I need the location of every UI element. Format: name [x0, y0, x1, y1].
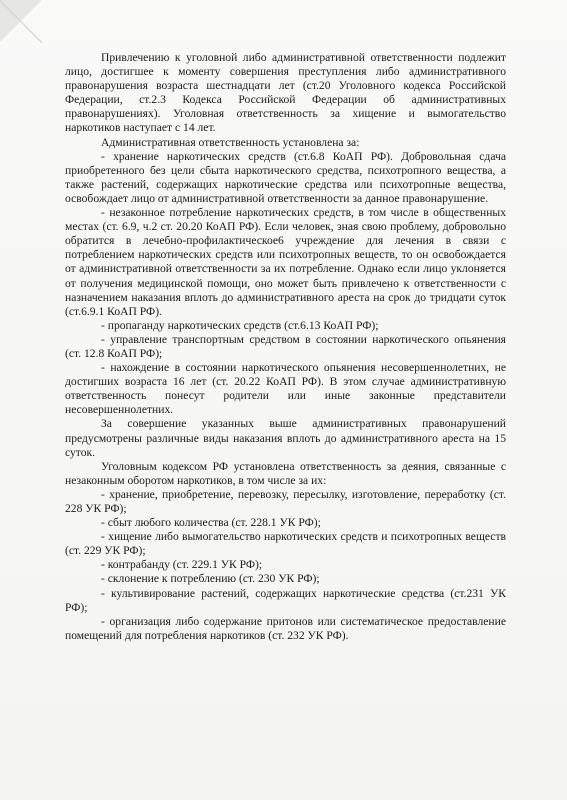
list-item-minors: - нахождение в состоянии наркотического опьянения несовершеннолетних, не достигших возраста 16 лет (ст. 20.22 КоАП РФ). В этом случае административную ответственность понесут родители или иные законные представители несовершеннолетних.	[65, 361, 506, 417]
list-item-driving: - управление транспортным средством в состоянии наркотического опьянения (ст. 12.8 КоАП РФ);	[65, 332, 506, 360]
paragraph-age-of-liability: Привлечению к уголовной либо административной ответственности подлежит лицо, достигшее к моменту совершения преступления либо административного правонарушения возраста шестнадцати лет (ст.20 Уголовного кодекса Российской Федерации, ст.2.3 Кодекса Российской Федерации об административных правонарушениях). Уголовная ответственность за хищение и вымогательство наркотиков наступает с 14 лет.	[65, 51, 506, 135]
paragraph-admin-intro: Административная ответственность установлена за:	[101, 135, 360, 149]
list-item-propaganda: - пропаганду наркотических средств (ст.6.13 КоАП РФ);	[101, 318, 379, 332]
list-item-theft: - хищение либо вымогательство наркотических средств и психотропных веществ (ст. 229 УК РФ);	[65, 530, 506, 558]
list-item-dens: - организация либо содержание притонов или систематическое предоставление помещений для потребления наркотиков (ст. 232 УК РФ).	[65, 614, 506, 642]
list-item-cultivation: - культивирование растений, содержащих наркотические средства (ст.231 УК РФ);	[65, 586, 506, 614]
list-item-consumption: - незаконное потребление наркотических средств, в том числе в общественных местах (ст. 6.9, ч.2 ст. 20.20 КоАП РФ). Если человек, зная свою проблему, добровольно обратится в лечебно-профилактическое6 учреждение для лечения в связи с потреблением наркотических средств или психотропных веществ, то он освобождается от административной ответственности за их потребление. Однако если лицо уклоняется от получения медицинской помощи, оно может быть привлечено к ответственности с назначением наказания вплоть до административного ареста на срок до тридцати суток (ст.6.9.1 КоАП РФ).	[65, 206, 506, 318]
list-item-storage: - хранение наркотических средств (ст.6.8 КоАП РФ). Добровольная сдача приобретенного без цели сбыта наркотического средства, психотропного вещества, а также растений, содержащих наркотические средства или психотропные вещества, освобождает лицо от административной ответственности за данное правонарушение.	[65, 149, 506, 205]
list-item-smuggling: - контрабанду (ст. 229.1 УК РФ);	[101, 558, 263, 572]
paragraph-criminal-intro: Уголовным кодексом РФ установлена ответственность за деяния, связанные с незаконным оборотом наркотиков, в том числе за их:	[65, 459, 506, 487]
list-item-inducement: - склонение к потреблению (ст. 230 УК РФ);	[101, 572, 320, 586]
list-item-sale: - сбыт любого количества (ст. 228.1 УК РФ);	[101, 516, 321, 530]
paragraph-admin-penalties: За совершение указанных выше административных правонарушений предусмотрены различные виды наказания вплоть до административного ареста на 15 суток.	[65, 417, 506, 459]
list-item-possession: - хранение, приобретение, перевозку, пересылку, изготовление, переработку (ст. 228 УК РФ);	[65, 487, 506, 515]
document-body	[65, 51, 506, 643]
